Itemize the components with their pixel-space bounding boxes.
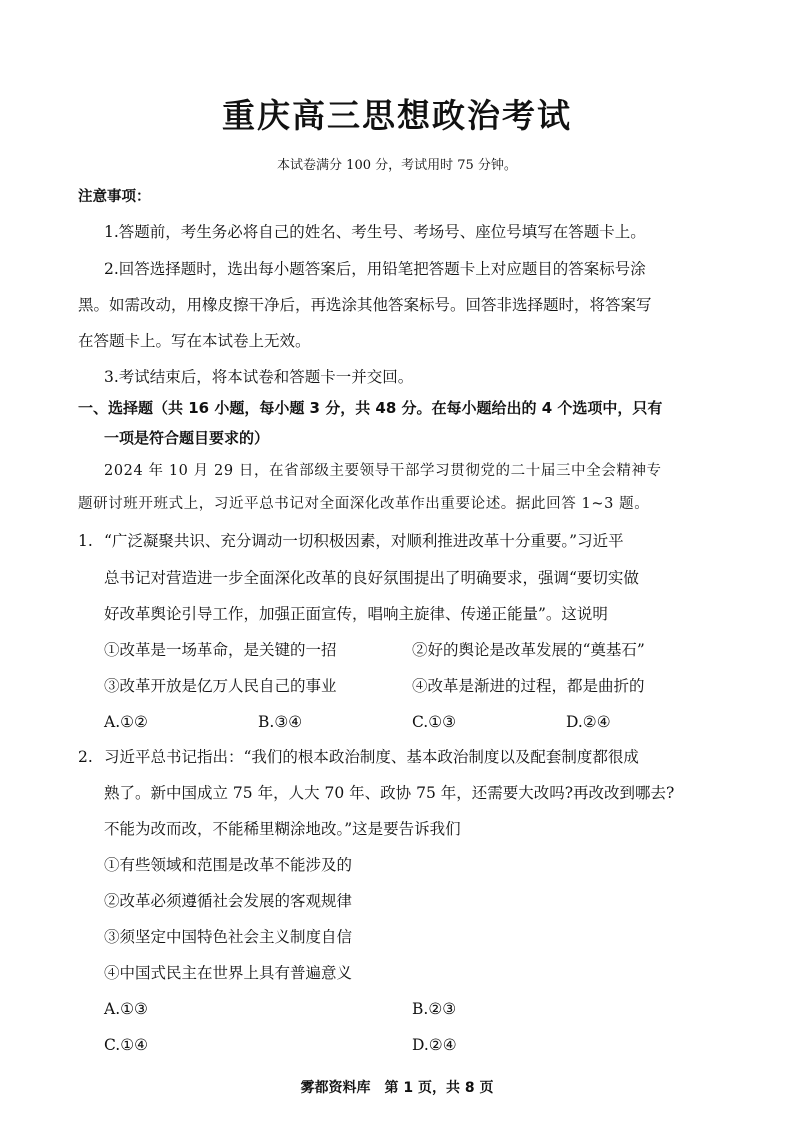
section-heading-line-1: 一、选择题（共 16 小题，每小题 3 分，共 48 分。在每小题给出的 4 个选项中，只有 xyxy=(78,399,663,417)
exam-subtitle: 本试卷满分 100 分，考试用时 75 分钟。 xyxy=(277,158,517,173)
material-line-1: 2024 年 10 月 29 日，在省部级主要领导干部学习贯彻党的二十届三中全会精神专 xyxy=(104,463,662,479)
notice-item-2-line-1: 2.回答选择题时，选出每小题答案后，用铅笔把答题卡上对应题目的答案标号涂 xyxy=(104,260,646,278)
question-2-statement-4: ④中国式民主在世界上具有普遍意义 xyxy=(104,964,353,982)
question-2-stem-line-3: 不能为改而改，不能稀里糊涂地改。”这是要告诉我们 xyxy=(104,820,461,838)
question-1-option-a: A.①② xyxy=(104,713,148,731)
section-heading-line-2: 一项是符合题目要求的） xyxy=(104,429,270,447)
page-footer: 雾都资料库 第 1 页，共 8 页 xyxy=(300,1080,494,1096)
notice-item-2-line-3: 在答题卡上。写在本试卷上无效。 xyxy=(78,332,311,350)
question-1-stem-line-1: “广泛凝聚共识、充分调动一切积极因素，对顺利推进改革十分重要。”习近平 xyxy=(104,532,624,550)
question-1-stem-line-3: 好改革舆论引导工作，加强正面宣传，唱响主旋律、传递正能量”。这说明 xyxy=(104,605,608,623)
exam-title: 重庆高三思想政治考试 xyxy=(222,96,572,135)
question-2-option-a: A.①③ xyxy=(104,1000,148,1018)
notice-item-1: 1.答题前，考生务必将自己的姓名、考生号、考场号、座位号填写在答题卡上。 xyxy=(104,223,646,241)
notice-item-2-line-2: 黑。如需改动，用橡皮擦干净后，再选涂其他答案标号。回答非选择题时，将答案写 xyxy=(78,296,652,314)
notice-item-3: 3.考试结束后，将本试卷和答题卡一并交回。 xyxy=(104,368,414,386)
question-2-option-b: B.②③ xyxy=(412,1000,457,1018)
question-1-stem-line-2: 总书记对营造进一步全面深化改革的良好氛围提出了明确要求，强调“要切实做 xyxy=(104,569,639,587)
question-1-statement-3: ③改革开放是亿万人民自己的事业 xyxy=(104,677,337,695)
material-line-2: 题研讨班开班式上，习近平总书记对全面深化改革作出重要论述。据此回答 1~3 题。 xyxy=(78,496,650,512)
question-1-statement-4: ④改革是渐进的过程，都是曲折的 xyxy=(412,677,645,695)
question-1-option-b: B.③④ xyxy=(258,713,303,731)
question-2-option-c: C.①④ xyxy=(104,1036,149,1054)
question-2-statement-1: ①有些领域和范围是改革不能涉及的 xyxy=(104,856,353,874)
question-1-option-d: D.②④ xyxy=(566,713,611,731)
question-1-option-c: C.①③ xyxy=(412,713,457,731)
question-2-stem-line-1: 习近平总书记指出：“我们的根本政治制度、基本政治制度以及配套制度都很成 xyxy=(104,748,639,766)
question-1-statement-2: ②好的舆论是改革发展的“奠基石” xyxy=(412,641,645,659)
question-2-statement-3: ③须坚定中国特色社会主义制度自信 xyxy=(104,928,353,946)
question-2-statement-2: ②改革必须遵循社会发展的客观规律 xyxy=(104,892,353,910)
question-1-statement-1: ①改革是一场革命，是关键的一招 xyxy=(104,641,337,659)
question-2-number: 2. xyxy=(78,748,93,766)
notice-heading: 注意事项： xyxy=(78,189,151,205)
question-2-option-d: D.②④ xyxy=(412,1036,457,1054)
question-2-stem-line-2: 熟了。新中国成立 75 年，人大 70 年、政协 75 年，还需要大改吗?再改改到哪去? xyxy=(104,784,675,802)
question-1-number: 1. xyxy=(78,532,93,550)
